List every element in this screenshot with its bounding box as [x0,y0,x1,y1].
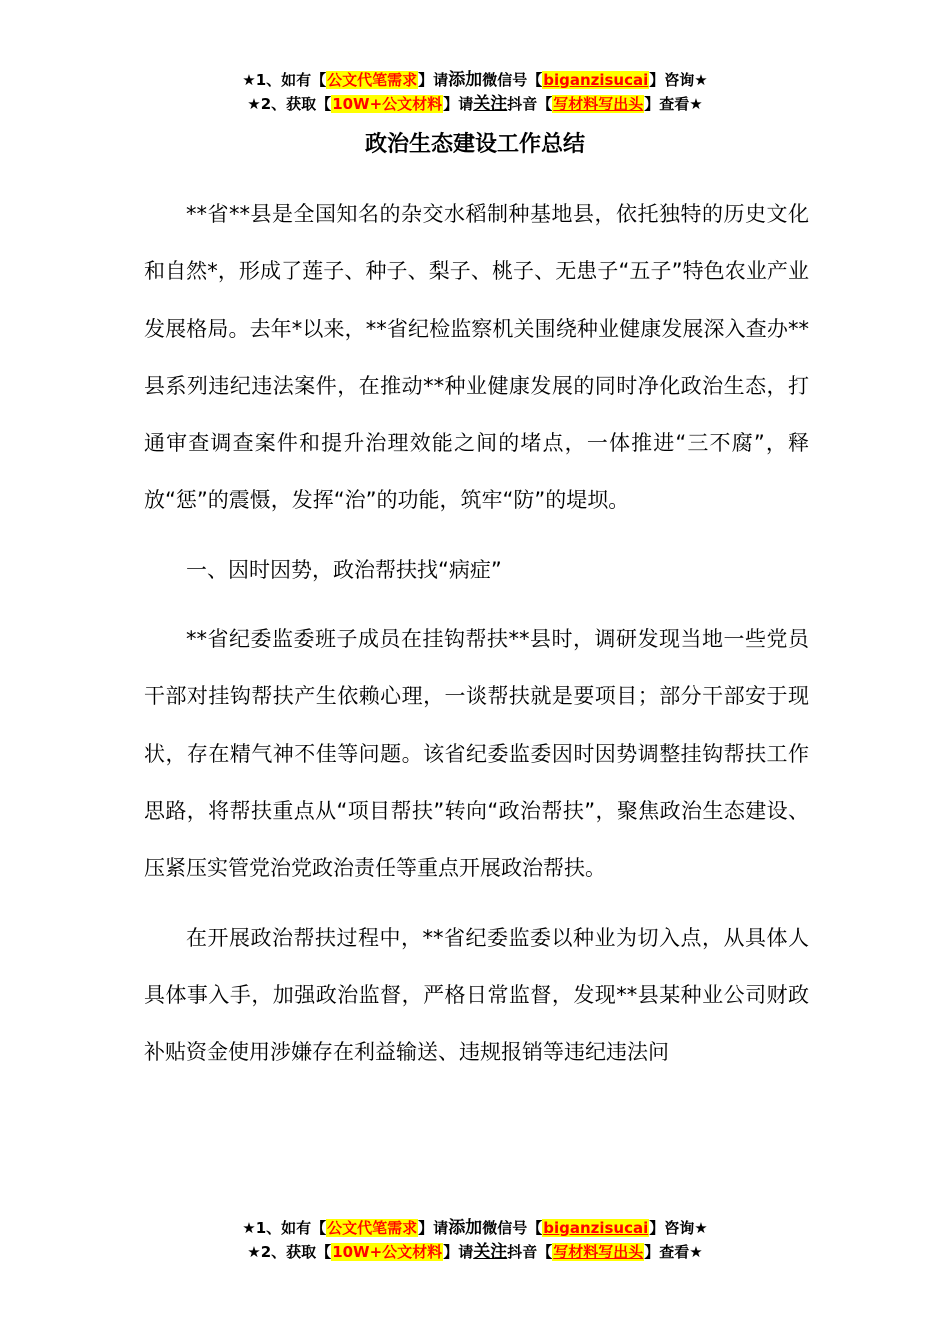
paragraph-3: 在开展政治帮扶过程中，**省纪委监委以种业为切入点，从具体人具体事入手，加强政治监督，严格日常监督，发现**县某种业公司财政补贴资金使用涉嫌存在利益输送、违规报销等违纪违法问 [144,925,809,1065]
document-title: 政治生态建设工作总结 [364,132,585,157]
header-banner [0,68,950,116]
highlight-service: 公文代笔需求 [327,71,418,89]
banner-line-1: ★1、如有【公文代笔需求】请添加微信号【biganzisucai】咨询★ [242,70,708,90]
footer-banner [0,1216,950,1264]
footer-wechat-id[interactable]: biganzisucai [543,1219,649,1237]
footer-highlight-materials: 10W+公文材料 [332,1243,443,1261]
paragraph-intro: **省**县是全国知名的杂交水稻制种基地县，依托独特的历史文化和自然*，形成了莲子、种子、梨子、桃子、无患子“五子”特色农业产业发展格局。去年*以来，**省纪检监察机关围绕种业健康发展深入查办**县系列违纪违法案件，在推动**种业健康发展的同时净化政治生态，打通审查调查案件和提升治理效能之间的堵点，一体推进“三不腐”，释放“惩”的震慑，发挥“治”的功能，筑牢“防”的堤坝。 [144,202,809,513]
footer-banner-line-2: ★2、获取【10W+公文材料】请关注抖音【写材料写出头】查看★ [247,1242,703,1262]
douyin-account[interactable]: 写材料写出头 [553,95,644,113]
footer-douyin-account[interactable]: 写材料写出头 [553,1243,644,1261]
wechat-id[interactable]: biganzisucai [543,71,649,89]
banner-line-2: ★2、获取【10W+公文材料】请关注抖音【写材料写出头】查看★ [247,94,703,114]
section-heading-1: 一、因时因势，政治帮扶找“病症” [186,557,502,582]
paragraph-2: **省纪委监委班子成员在挂钩帮扶**县时，调研发现当地一些党员干部对挂钩帮扶产生依赖心理，一谈帮扶就是要项目；部分干部安于现状，存在精气神不佳等问题。该省纪委监委因时因势调整挂钩帮扶工作思路，将帮扶重点从“项目帮扶”转向“政治帮扶”，聚焦政治生态建设、压紧压实管党治党政治责任等重点开展政治帮扶。 [144,627,809,881]
document-body [144,186,809,1081]
footer-highlight-service: 公文代笔需求 [327,1219,418,1237]
highlight-materials: 10W+公文材料 [332,95,443,113]
footer-banner-line-1: ★1、如有【公文代笔需求】请添加微信号【biganzisucai】咨询★ [242,1218,708,1238]
